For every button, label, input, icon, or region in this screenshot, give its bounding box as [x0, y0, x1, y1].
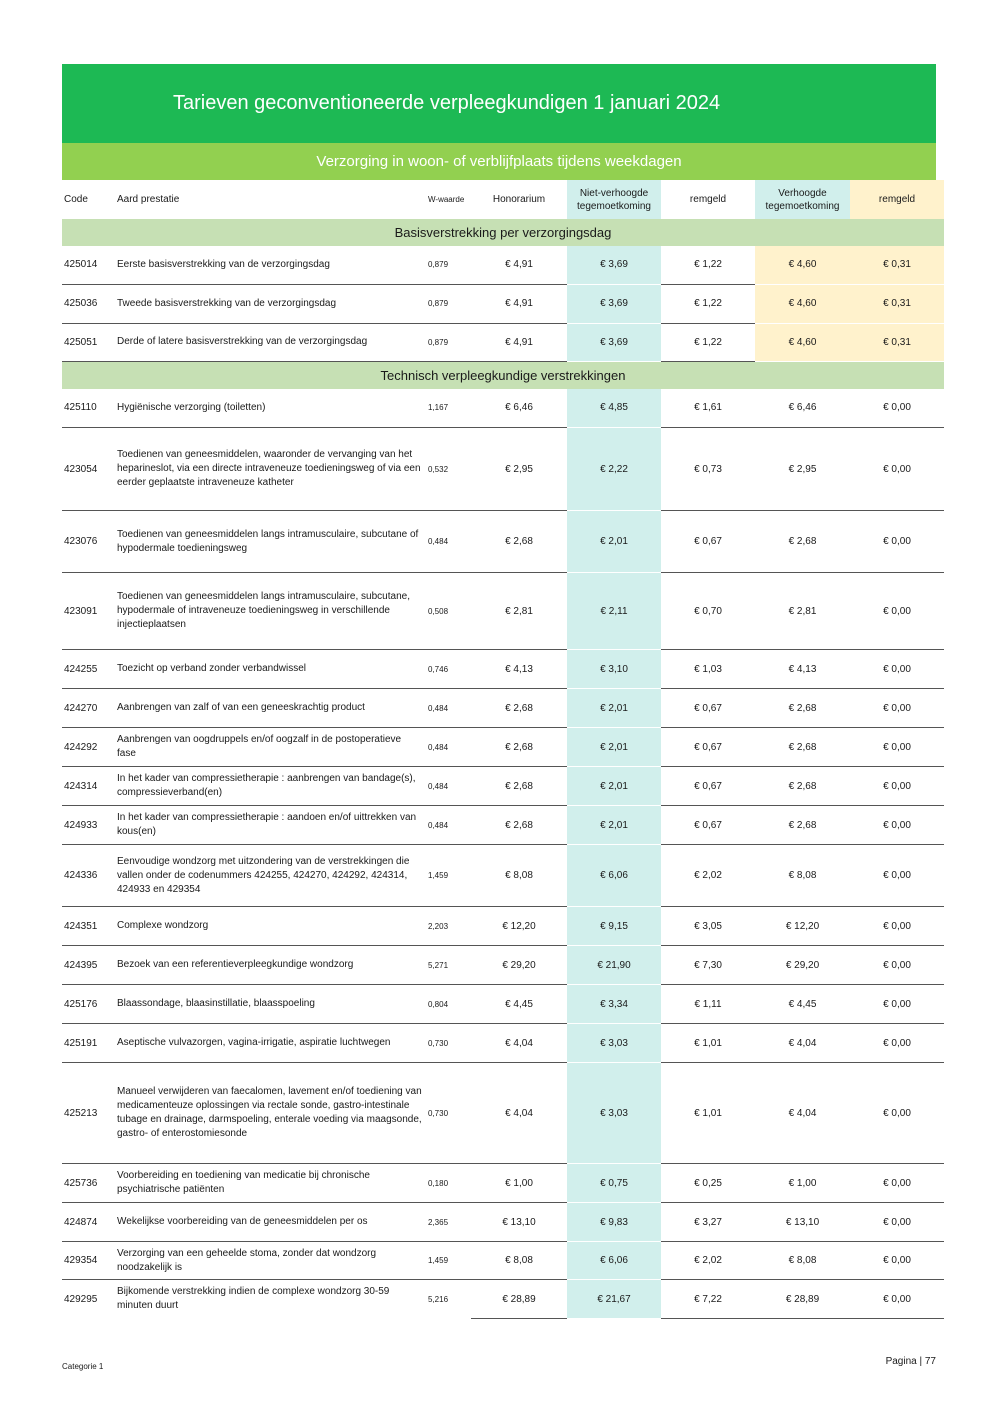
cell-w-waarde: 5,271 — [428, 946, 471, 985]
cell-code: 425110 — [62, 389, 117, 428]
cell-w-waarde: 0,804 — [428, 985, 471, 1024]
cell-remgeld-2: € 0,00 — [850, 1024, 944, 1063]
cell-honorarium: € 28,89 — [471, 1280, 567, 1319]
page — [62, 64, 936, 1319]
cell-remgeld-1: € 1,01 — [661, 1063, 755, 1164]
cell-honorarium: € 29,20 — [471, 946, 567, 985]
cell-description: Toezicht op verband zonder verbandwissel — [117, 650, 428, 689]
table-row — [62, 246, 944, 284]
cell-niet-verhoogde: € 3,10 — [567, 650, 661, 689]
cell-code: 424336 — [62, 845, 117, 907]
cell-niet-verhoogde: € 2,22 — [567, 428, 661, 511]
table-header-row — [62, 180, 944, 219]
cell-remgeld-1: € 0,70 — [661, 573, 755, 650]
col-header-w-waarde: W-waarde — [428, 195, 465, 204]
cell-description: Derde of latere basisverstrekking van de verzorgingsdag — [117, 323, 428, 361]
table-row — [62, 767, 944, 806]
cell-remgeld-1: € 1,22 — [661, 284, 755, 323]
cell-remgeld-2: € 0,00 — [850, 428, 944, 511]
cell-code: 424270 — [62, 689, 117, 728]
table-row — [62, 689, 944, 728]
footer-page-number: Pagina | 77 — [885, 1356, 936, 1367]
col-header-niet-verhoogde-line1: Niet-verhoogde — [579, 187, 649, 199]
cell-honorarium: € 4,13 — [471, 650, 567, 689]
cell-code: 424255 — [62, 650, 117, 689]
cell-remgeld-1: € 1,22 — [661, 323, 755, 361]
cell-code: 423091 — [62, 573, 117, 650]
cell-remgeld-2: € 0,00 — [850, 1280, 944, 1319]
cell-niet-verhoogde: € 3,69 — [567, 246, 661, 284]
cell-remgeld-1: € 0,73 — [661, 428, 755, 511]
page-title: Tarieven geconventioneerde verpleegkundigen 1 januari 2024 — [173, 92, 721, 114]
cell-w-waarde: 1,459 — [428, 1242, 471, 1280]
cell-remgeld-2: € 0,31 — [850, 246, 944, 284]
cell-remgeld-2: € 0,31 — [850, 284, 944, 323]
cell-remgeld-2: € 0,00 — [850, 1242, 944, 1280]
cell-honorarium: € 2,68 — [471, 728, 567, 767]
cell-niet-verhoogde: € 3,03 — [567, 1024, 661, 1063]
cell-remgeld-2: € 0,00 — [850, 573, 944, 650]
cell-remgeld-2: € 0,31 — [850, 323, 944, 361]
cell-remgeld-2: € 0,00 — [850, 1164, 944, 1203]
col-header-verhoogde — [755, 180, 850, 219]
cell-niet-verhoogde: € 6,06 — [567, 1242, 661, 1280]
cell-honorarium: € 6,46 — [471, 389, 567, 428]
cell-verhoogde: € 4,60 — [755, 323, 850, 361]
table-row — [62, 1164, 944, 1203]
cell-code: 425191 — [62, 1024, 117, 1063]
cell-niet-verhoogde: € 3,34 — [567, 985, 661, 1024]
table-row — [62, 845, 944, 907]
cell-verhoogde: € 4,60 — [755, 246, 850, 284]
cell-w-waarde: 0,180 — [428, 1164, 471, 1203]
table-row — [62, 650, 944, 689]
cell-w-waarde: 0,508 — [428, 573, 471, 650]
table-row — [62, 728, 944, 767]
page-subtitle: Verzorging in woon- of verblijfplaats tijdens weekdagen — [316, 153, 682, 170]
cell-w-waarde: 0,730 — [428, 1063, 471, 1164]
cell-code: 429354 — [62, 1242, 117, 1280]
cell-verhoogde: € 2,68 — [755, 806, 850, 845]
cell-niet-verhoogde: € 3,03 — [567, 1063, 661, 1164]
cell-code: 424395 — [62, 946, 117, 985]
footer-category: Categorie 1 — [62, 1362, 104, 1371]
cell-niet-verhoogde: € 21,67 — [567, 1280, 661, 1319]
section-title-basis: Basisverstrekking per verzorgingsdag — [62, 219, 944, 246]
cell-verhoogde: € 28,89 — [755, 1280, 850, 1319]
table-row — [62, 1280, 944, 1319]
table-row — [62, 284, 944, 323]
cell-remgeld-2: € 0,00 — [850, 511, 944, 573]
cell-remgeld-2: € 0,00 — [850, 806, 944, 845]
cell-honorarium: € 13,10 — [471, 1203, 567, 1242]
cell-remgeld-2: € 0,00 — [850, 767, 944, 806]
cell-remgeld-2: € 0,00 — [850, 907, 944, 946]
cell-niet-verhoogde: € 2,01 — [567, 689, 661, 728]
cell-niet-verhoogde: € 2,01 — [567, 511, 661, 573]
cell-w-waarde: 2,365 — [428, 1203, 471, 1242]
cell-code: 424292 — [62, 728, 117, 767]
cell-description: Bijkomende verstrekking indien de complexe wondzorg 30-59 minuten duurt — [117, 1286, 390, 1312]
section-header-technisch — [62, 361, 944, 389]
section-title-technisch: Technisch verpleegkundige verstrekkingen — [62, 361, 944, 389]
cell-w-waarde: 0,532 — [428, 428, 471, 511]
cell-remgeld-1: € 3,05 — [661, 907, 755, 946]
cell-description: Complexe wondzorg — [117, 907, 428, 946]
cell-remgeld-1: € 0,25 — [661, 1164, 755, 1203]
cell-description: In het kader van compressietherapie : aandoen en/of uittrekken van kous(en) — [117, 806, 428, 845]
table-row — [62, 428, 944, 511]
cell-description: Voorbereiding en toediening van medicatie bij chronische psychiatrische patiënten — [117, 1164, 428, 1203]
cell-w-waarde: 0,484 — [428, 728, 471, 767]
cell-remgeld-1: € 3,27 — [661, 1203, 755, 1242]
cell-code: 424314 — [62, 767, 117, 806]
col-header-niet-verhoogde — [567, 180, 661, 219]
cell-description: Aanbrengen van oogdruppels en/of oogzalf in de postoperatieve fase — [117, 728, 428, 767]
cell-code: 424874 — [62, 1203, 117, 1242]
table-row — [62, 985, 944, 1024]
cell-niet-verhoogde: € 0,75 — [567, 1164, 661, 1203]
cell-verhoogde: € 8,08 — [755, 1242, 850, 1280]
cell-honorarium: € 2,81 — [471, 573, 567, 650]
cell-remgeld-2: € 0,00 — [850, 1063, 944, 1164]
cell-honorarium: € 4,04 — [471, 1063, 567, 1164]
table-row — [62, 1242, 944, 1280]
cell-remgeld-1: € 1,61 — [661, 389, 755, 428]
cell-remgeld-2: € 0,00 — [850, 845, 944, 907]
table-row — [62, 907, 944, 946]
table-row — [62, 1024, 944, 1063]
cell-code: 425176 — [62, 985, 117, 1024]
col-header-description: Aard prestatie — [117, 194, 180, 205]
cell-honorarium: € 1,00 — [471, 1164, 567, 1203]
cell-verhoogde: € 6,46 — [755, 389, 850, 428]
cell-honorarium: € 8,08 — [471, 845, 567, 907]
cell-niet-verhoogde: € 3,69 — [567, 323, 661, 361]
cell-remgeld-1: € 0,67 — [661, 689, 755, 728]
cell-remgeld-1: € 1,03 — [661, 650, 755, 689]
cell-w-waarde: 0,879 — [428, 284, 471, 323]
cell-w-waarde: 0,746 — [428, 650, 471, 689]
table-row — [62, 946, 944, 985]
cell-description: Tweede basisverstrekking van de verzorgingsdag — [117, 284, 428, 323]
cell-description: Hygiënische verzorging (toiletten) — [117, 389, 428, 428]
cell-niet-verhoogde: € 2,01 — [567, 728, 661, 767]
section-header-basis — [62, 219, 944, 246]
cell-remgeld-1: € 0,67 — [661, 511, 755, 573]
cell-code: 424351 — [62, 907, 117, 946]
cell-remgeld-2: € 0,00 — [850, 650, 944, 689]
cell-w-waarde: 0,484 — [428, 511, 471, 573]
cell-remgeld-1: € 1,11 — [661, 985, 755, 1024]
cell-description: Aanbrengen van zalf of van een geneeskrachtig product — [117, 689, 428, 728]
cell-w-waarde: 0,484 — [428, 767, 471, 806]
subtitle-band — [62, 143, 936, 180]
cell-honorarium: € 2,68 — [471, 511, 567, 573]
cell-remgeld-1: € 0,67 — [661, 728, 755, 767]
cell-remgeld-1: € 7,22 — [661, 1280, 755, 1319]
cell-niet-verhoogde: € 2,01 — [567, 767, 661, 806]
cell-remgeld-2: € 0,00 — [850, 728, 944, 767]
table-row — [62, 1203, 944, 1242]
cell-w-waarde: 0,484 — [428, 689, 471, 728]
cell-description: Wekelijkse voorbereiding van de geneesmiddelen per os — [117, 1203, 428, 1242]
cell-niet-verhoogde: € 6,06 — [567, 845, 661, 907]
cell-honorarium: € 4,45 — [471, 985, 567, 1024]
title-band — [62, 64, 936, 143]
cell-verhoogde: € 2,95 — [755, 428, 850, 511]
cell-description: Blaassondage, blaasinstillatie, blaasspoeling — [117, 985, 428, 1024]
table-row — [62, 806, 944, 845]
cell-honorarium: € 2,68 — [471, 806, 567, 845]
cell-niet-verhoogde: € 2,11 — [567, 573, 661, 650]
cell-w-waarde: 1,167 — [428, 389, 471, 428]
cell-description: Eerste basisverstrekking van de verzorgingsdag — [117, 246, 428, 284]
cell-verhoogde: € 13,10 — [755, 1203, 850, 1242]
cell-verhoogde: € 4,13 — [755, 650, 850, 689]
cell-honorarium: € 4,91 — [471, 323, 567, 361]
cell-honorarium: € 2,95 — [471, 428, 567, 511]
table-row — [62, 573, 944, 650]
cell-remgeld-1: € 1,22 — [661, 246, 755, 284]
cell-remgeld-1: € 2,02 — [661, 1242, 755, 1280]
cell-verhoogde: € 2,68 — [755, 689, 850, 728]
cell-verhoogde: € 4,04 — [755, 1024, 850, 1063]
cell-w-waarde: 0,879 — [428, 323, 471, 361]
cell-description: In het kader van compressietherapie : aanbrengen van bandage(s), compressieverband(en) — [117, 767, 428, 806]
cell-remgeld-1: € 0,67 — [661, 767, 755, 806]
cell-description: Toedienen van geneesmiddelen langs intramusculaire, subcutane of hypodermale toedieningsweg — [117, 511, 428, 573]
cell-verhoogde: € 12,20 — [755, 907, 850, 946]
col-header-verhoogde-line2: tegemoetkoming — [765, 200, 840, 212]
cell-remgeld-2: € 0,00 — [850, 985, 944, 1024]
cell-verhoogde: € 4,60 — [755, 284, 850, 323]
cell-code: 425213 — [62, 1063, 117, 1164]
cell-honorarium: € 12,20 — [471, 907, 567, 946]
cell-verhoogde: € 4,45 — [755, 985, 850, 1024]
col-header-niet-verhoogde-line2: tegemoetkoming — [577, 200, 651, 212]
cell-code: 425036 — [62, 284, 117, 323]
cell-remgeld-2: € 0,00 — [850, 1203, 944, 1242]
col-header-verhoogde-line1: Verhoogde — [778, 187, 827, 199]
cell-code: 423076 — [62, 511, 117, 573]
table-row — [62, 511, 944, 573]
cell-verhoogde: € 2,81 — [755, 573, 850, 650]
cell-w-waarde: 1,459 — [428, 845, 471, 907]
cell-description: Aseptische vulvazorgen, vagina-irrigatie, aspiratie luchtwegen — [117, 1024, 428, 1063]
cell-remgeld-1: € 0,67 — [661, 806, 755, 845]
cell-verhoogde: € 29,20 — [755, 946, 850, 985]
cell-honorarium: € 4,91 — [471, 284, 567, 323]
cell-remgeld-2: € 0,00 — [850, 689, 944, 728]
cell-honorarium: € 2,68 — [471, 689, 567, 728]
cell-description: Verzorging van een geheelde stoma, zonder dat wondzorg noodzakelijk is — [117, 1242, 428, 1280]
cell-code: 423054 — [62, 428, 117, 511]
col-header-code: Code — [64, 194, 88, 205]
cell-niet-verhoogde: € 2,01 — [567, 806, 661, 845]
cell-code: 424933 — [62, 806, 117, 845]
cell-description: Toedienen van geneesmiddelen, waaronder de vervanging van het heparineslot, via een directe intraveneuze toedieningsweg of via een eerder geplaatste intraveneuze katheter — [117, 428, 428, 511]
table-row — [62, 389, 944, 428]
cell-code: 425051 — [62, 323, 117, 361]
cell-description: Toedienen van geneesmiddelen langs intramusculaire, subcutane, hypodermale of intraveneuze toedieningsweg in verschillende injectieplaatsen — [117, 573, 428, 650]
cell-verhoogde: € 4,04 — [755, 1063, 850, 1164]
cell-verhoogde: € 2,68 — [755, 728, 850, 767]
tariff-table — [62, 180, 944, 1319]
cell-honorarium: € 2,68 — [471, 767, 567, 806]
cell-niet-verhoogde: € 3,69 — [567, 284, 661, 323]
cell-niet-verhoogde: € 21,90 — [567, 946, 661, 985]
cell-honorarium: € 4,91 — [471, 246, 567, 284]
cell-honorarium: € 4,04 — [471, 1024, 567, 1063]
cell-code: 425014 — [62, 246, 117, 284]
cell-niet-verhoogde: € 9,15 — [567, 907, 661, 946]
cell-w-waarde: 0,730 — [428, 1024, 471, 1063]
cell-remgeld-2: € 0,00 — [850, 946, 944, 985]
table-row — [62, 323, 944, 361]
table-row — [62, 1063, 944, 1164]
cell-description: Manueel verwijderen van faecalomen, lavement en/of toediening van medicamenteuze oplossingen via rectale sonde, gastro-intestinale tubage en drainage, darmspoeling, enterale voeding via maagsonde, gastro- of enterostomiesonde — [117, 1063, 428, 1164]
col-header-remgeld-2: remgeld — [850, 180, 944, 219]
cell-remgeld-2: € 0,00 — [850, 389, 944, 428]
cell-code: 429295 — [64, 1293, 98, 1305]
cell-code: 425736 — [62, 1164, 117, 1203]
cell-description: Bezoek van een referentieverpleegkundige wondzorg — [117, 946, 428, 985]
cell-w-waarde: 5,216 — [428, 1294, 449, 1304]
cell-w-waarde: 0,484 — [428, 806, 471, 845]
col-header-remgeld-1: remgeld — [689, 194, 727, 205]
cell-verhoogde: € 2,68 — [755, 511, 850, 573]
cell-description: Eenvoudige wondzorg met uitzondering van de verstrekkingen die vallen onder de codenummers 424255, 424270, 424292, 424314, 424933 en 429354 — [117, 845, 428, 907]
cell-w-waarde: 2,203 — [428, 907, 471, 946]
cell-verhoogde: € 1,00 — [755, 1164, 850, 1203]
cell-remgeld-1: € 1,01 — [661, 1024, 755, 1063]
cell-verhoogde: € 2,68 — [755, 767, 850, 806]
cell-niet-verhoogde: € 9,83 — [567, 1203, 661, 1242]
cell-w-waarde: 0,879 — [428, 246, 471, 284]
cell-remgeld-1: € 2,02 — [661, 845, 755, 907]
cell-remgeld-1: € 7,30 — [661, 946, 755, 985]
cell-verhoogde: € 8,08 — [755, 845, 850, 907]
cell-honorarium: € 8,08 — [471, 1242, 567, 1280]
col-header-honorarium: Honorarium — [492, 194, 546, 205]
cell-niet-verhoogde: € 4,85 — [567, 389, 661, 428]
